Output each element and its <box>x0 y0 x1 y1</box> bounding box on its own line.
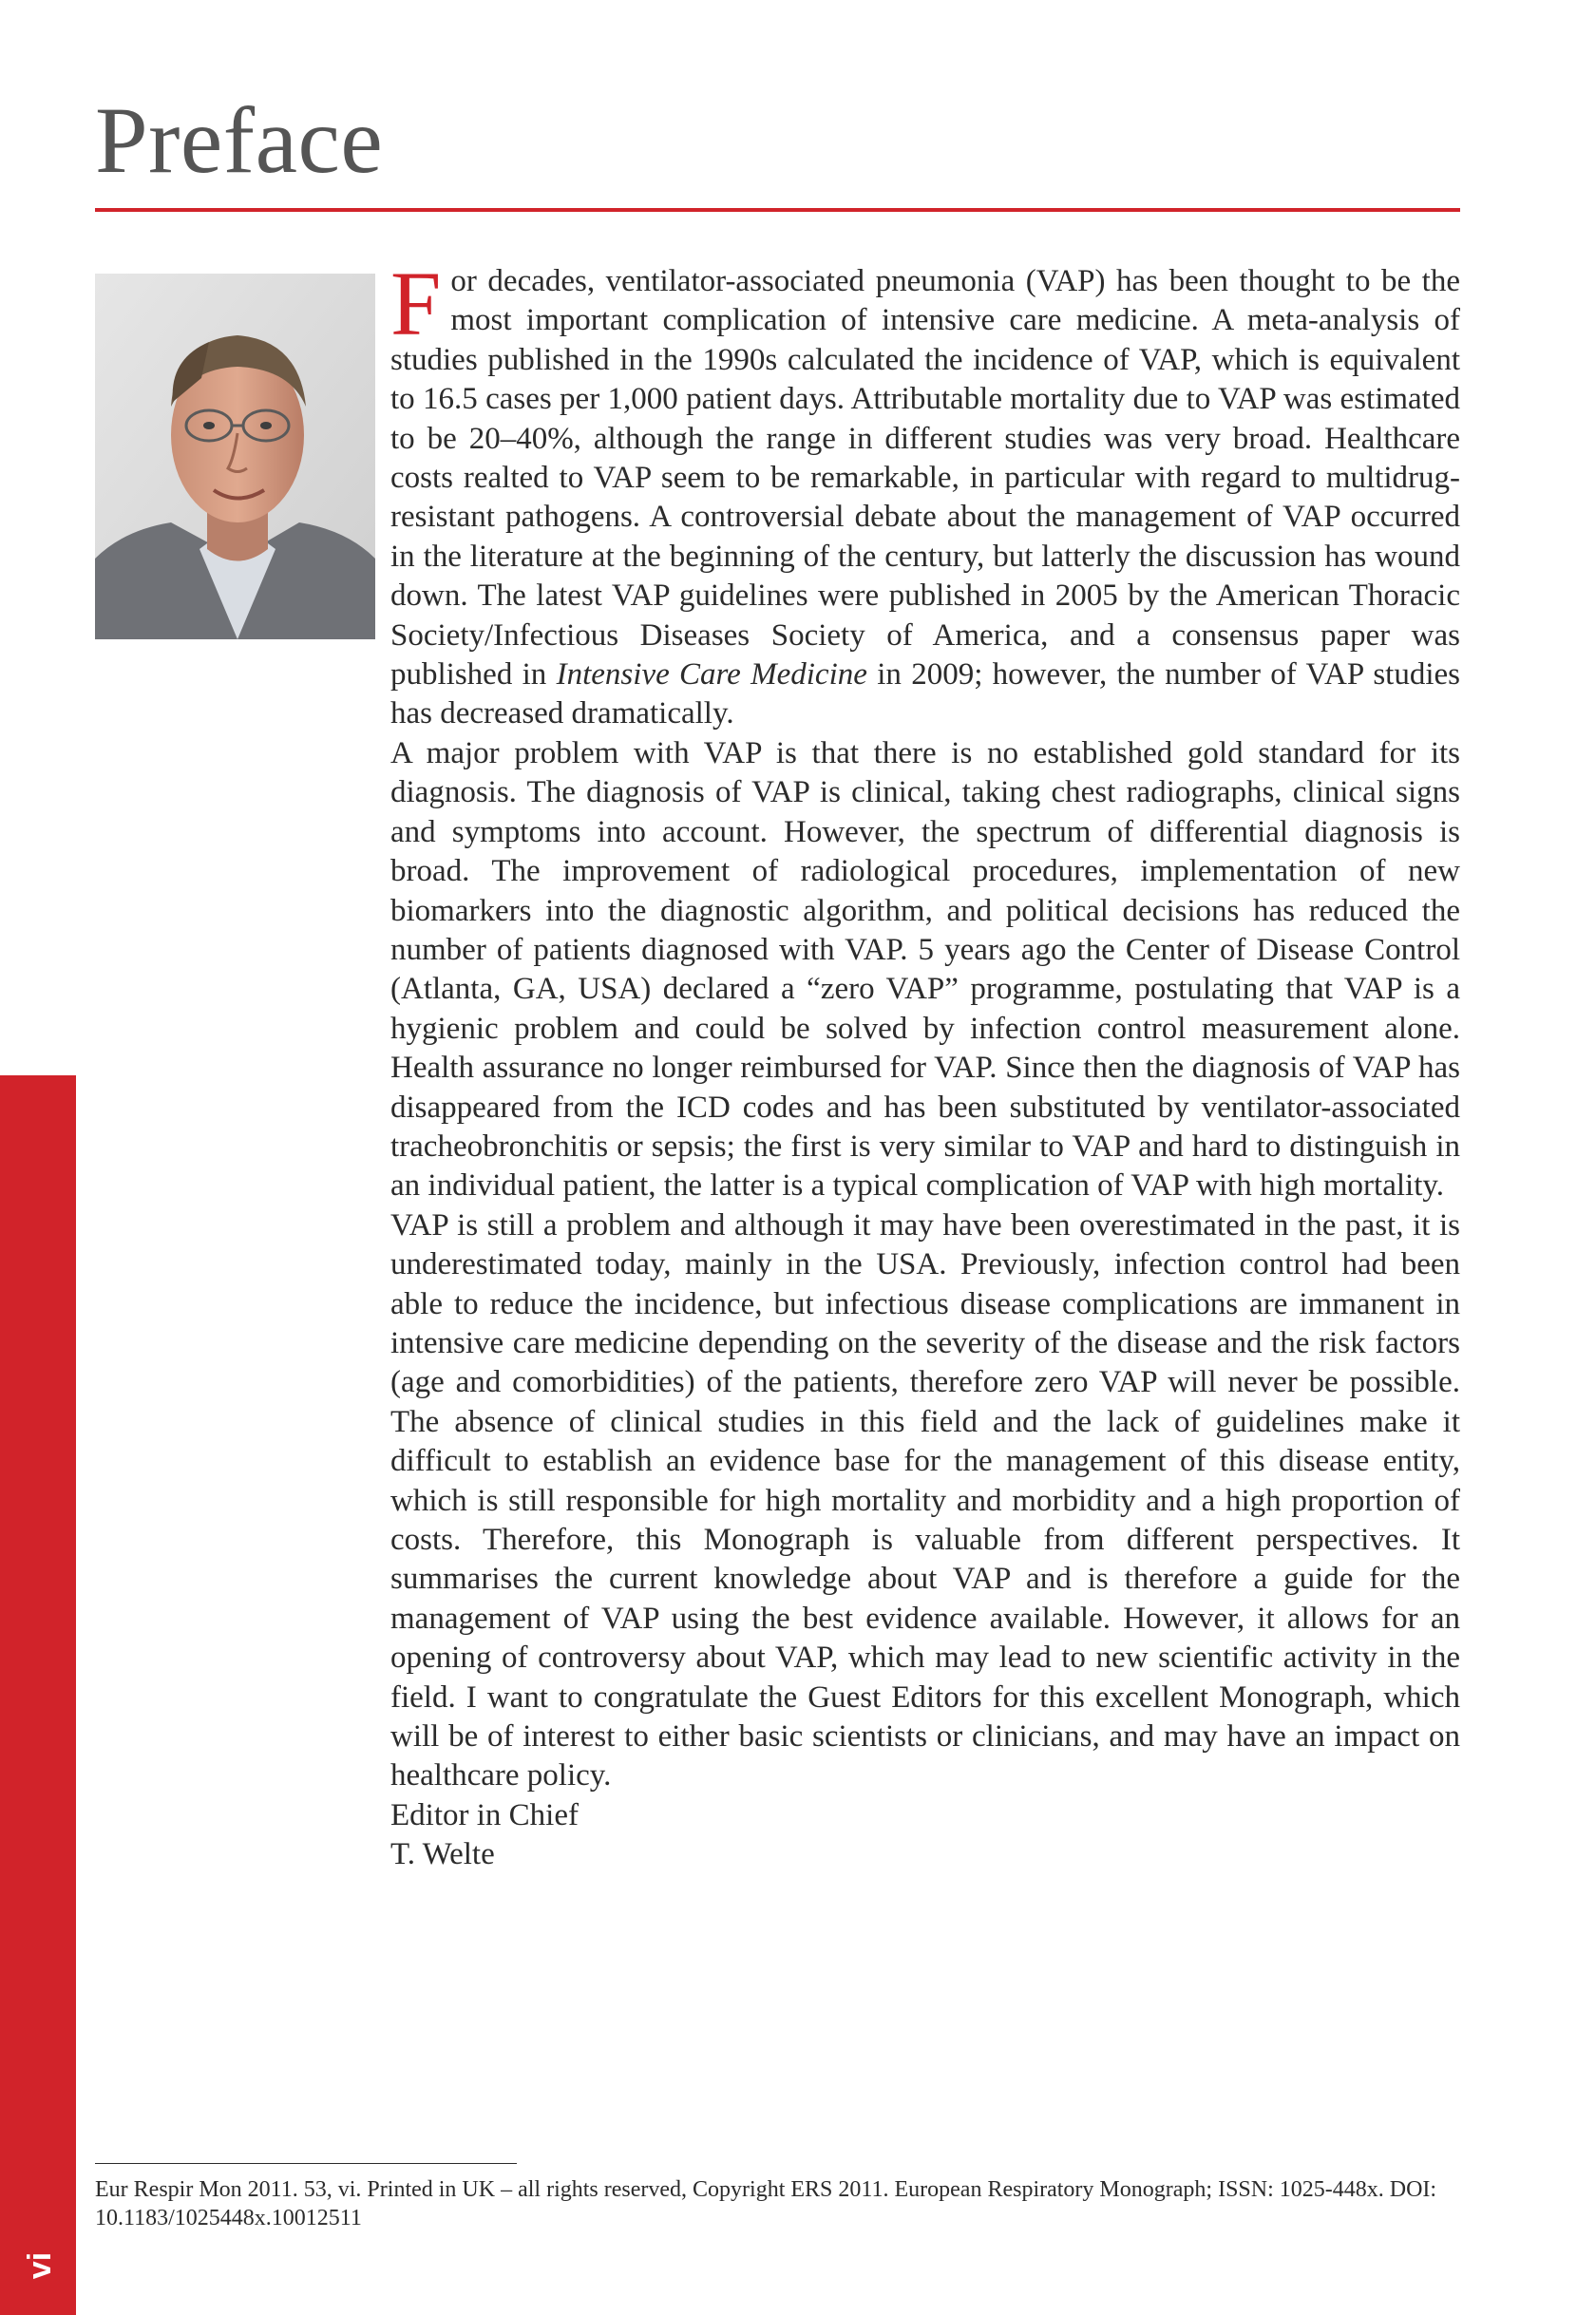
drop-cap: F <box>390 253 442 354</box>
footnote: Eur Respir Mon 2011. 53, vi. Printed in UK – all rights reserved, Copyright ERS 2011. European Respiratory Monograph; ISSN: 1025-448x. DOI: 10.1183/1025448x.10012511 <box>95 2177 1437 2230</box>
preface-body <box>390 253 1460 1875</box>
page-title: Preface <box>95 87 384 193</box>
footnote-rule <box>95 2163 517 2164</box>
journal-title: Intensive Care Medicine <box>556 657 867 693</box>
author-portrait <box>95 274 375 639</box>
side-bar <box>0 1075 76 2315</box>
paragraph-3: VAP is still a problem and although it may have been overestimated in the past, it is underestimated today, mainly in the USA. Previously, infection control had been able to reduce the incidence, but infectious disease complications are immanent in intensive care medicine depending on the severity of the disease and the risk factors (age and comorbidities) of the patients, therefore zero VAP will never be possible. The absence of clinical studies in this field and the lack of guidelines make it difficult to establish an evidence base for the management of this disease entity, which is still responsible for high mortality and morbidity and a high proportion of costs. Therefore, this Monograph is valuable from different perspectives. It summarises the current knowledge about VAP and is therefore a guide for the management of VAP using the best evidence available. However, it allows for an opening of controversy about VAP, which may lead to new scientific activity in the field. I want to congratulate the Guest Editors for this excellent Monograph, which will be of interest to either basic scientists or clinicians, and may have an impact on healthcare policy. <box>390 1207 1460 1793</box>
paragraph-1 <box>390 253 1460 734</box>
title-rule <box>95 208 1460 212</box>
paragraph-1-text-b: in 2009; however, the number of VAP studies has decreased dramatically. <box>390 657 1460 731</box>
signoff-author: T. Welte <box>390 1837 495 1872</box>
page-number: vi <box>21 2251 58 2280</box>
paragraph-2: A major problem with VAP is that there is no established gold standard for its diagnosis. The diagnosis of VAP is clinical, taking chest radiographs, clinical signs and symptoms into account. However, the spectrum of differential diagnosis is broad. The improvement of radiological procedures, implementation of new biomarkers into the diagnostic algorithm, and political decisions has reduced the number of patients diagnosed with VAP. 5 years ago the Center of Disease Control (Atlanta, GA, USA) declared a “zero VAP” programme, postulating that VAP is a hygienic problem and could be solved by infection control measurement alone. Health assurance no longer reimbursed for VAP. Since then the diagnosis of VAP has disappeared from the ICD codes and has been substituted by ventilator-associated tracheobronchitis or sepsis; the first is very similar to VAP and hard to distinguish in an individual patient, the latter is a typical complication of VAP with high mortality. <box>390 735 1460 1204</box>
signoff-role: Editor in Chief <box>390 1797 579 1832</box>
author-portrait-photo <box>95 274 375 639</box>
paragraph-1-text-a: or decades, ventilator-associated pneumonia (VAP) has been thought to be the most important complication of intensive care medicine. A meta-analysis of studies published in the 1990s calculated the incidence of VAP, which is equivalent to 16.5 cases per 1,000 patient days. Attributable mortality due to VAP was estimated to be 20–40%, although the range in different studies was very broad. Healthcare costs realted to VAP seem to be remarkable, in particular with regard to multidrug-resistant pathogens. A controversial debate about the management of VAP occurred in the literature at the beginning of the century, but latterly the discussion has wound down. The latest VAP guidelines were published in 2005 by the American Thoracic Society/Infectious Diseases Society of America, and a consensus paper was published in <box>390 264 1460 693</box>
